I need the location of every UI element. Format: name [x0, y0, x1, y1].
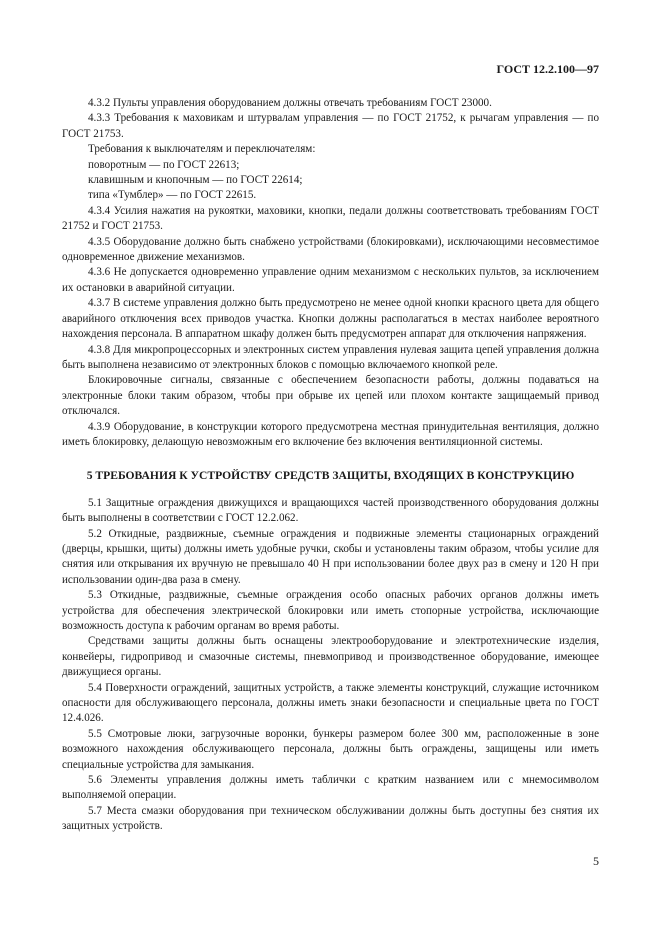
paragraph: Средствами защиты должны быть оснащены электрооборудование и электротехнические изделия, конвейеры, гидропривод и смазочные системы, пневмопривод и производственное оборудование, имеющее движущиеся органы.	[62, 635, 599, 679]
list-line: поворотным — по ГОСТ 22613;	[88, 158, 240, 171]
paragraph: 4.3.2 Пульты управления оборудованием должны отвечать требованиям ГОСТ 23000.	[88, 97, 492, 109]
section-heading: 5 ТРЕБОВАНИЯ К УСТРОЙСТВУ СРЕДСТВ ЗАЩИТЫ, ВХОДЯЩИХ В КОНСТРУКЦИЮ	[86, 469, 575, 483]
paragraph: 4.3.9 Оборудование, в конструкции которого предусмотрена местная принудительная вентиляция, должно иметь блокировку, делающую невозможным его включение без включения вентиляционной системы.	[62, 420, 599, 448]
paragraph: 4.3.8 Для микропроцессорных и электронных систем управления нулевая защита цепей управления должна быть выполнена независимо от электронных блоков с помощью включаемого кнопкой реле.	[62, 343, 599, 371]
paragraph: 4.3.3 Требования к маховикам и штурвалам управления — по ГОСТ 21752, к рычагам управления — по ГОСТ 21753.	[62, 112, 599, 140]
list-line: типа «Тумблер» — по ГОСТ 22615.	[88, 189, 257, 202]
paragraph: 5.1 Защитные ограждения движущихся и вращающихся частей производственного оборудования должны быть выполнены в соответствии с ГОСТ 12.2.062.	[62, 496, 599, 525]
paragraph: 5.7 Места смазки оборудования при техническом обслуживании должны быть доступны без снятия их защитных устройств.	[62, 804, 599, 833]
list-line: Требования к выключателям и переключателям:	[88, 143, 316, 156]
paragraph: 5.6 Элементы управления должны иметь таблички с кратким названием или с мнемосимволом выполняемой операции.	[62, 774, 599, 802]
paragraph: 5.3 Откидные, раздвижные, съемные ограждения особо опасных рабочих органов должны иметь устройства для обеспечения электрической блокировки или иметь стопорные устройства, исключающие возможность доступа к рабочим органам во время работы.	[62, 589, 599, 632]
paragraph: 5.4 Поверхности ограждений, защитных устройств, а также элементы конструкций, служащие источником опасности для обслуживающего персонала, должны иметь знаки безопасности и специальные цвета по ГОСТ 12.4.026.	[62, 681, 599, 725]
paragraph: 5.2 Откидные, раздвижные, съемные ограждения и подвижные элементы стационарных ограждений (дверцы, крышки, щиты) должны иметь удобные ручки, скобы и установлены таким образом, чтобы усилие для снятия или открывания их вручную не превышало 40 Н при использовании более двух раз в смену и 120 Н при использовании один-два раза в смену.	[62, 527, 599, 586]
paragraph: 4.3.6 Не допускается одновременно управление одним механизмом с нескольких пультов, за исключением их остановки в аварийной ситуации.	[62, 266, 599, 294]
paragraph: 4.3.7 В системе управления должно быть предусмотрено не менее одной кнопки красного цвета для общего аварийного отключения всех приводов участка. Кнопки должны располагаться в местах наиболее вероятного нахождения персонала. В аппаратном шкафу должен быть предусмотрен аппарат для отключения напряжения.	[62, 297, 599, 341]
document-body	[62, 96, 599, 835]
document-header: ГОСТ 12.2.100—97	[496, 62, 599, 76]
paragraph: Блокировочные сигналы, связанные с обеспечением безопасности работы, должны подаваться на электронные блоки таким образом, чтобы при обрыве их цепей или плохом контакте защищаемый привод отключался.	[62, 374, 599, 418]
list-line: клавишным и кнопочным — по ГОСТ 22614;	[88, 174, 303, 187]
paragraph: 4.3.5 Оборудование должно быть снабжено устройствами (блокировками), исключающими несовместимое одновременное движение механизмов.	[62, 235, 599, 264]
paragraph: 5.5 Смотровые люки, загрузочные воронки, бункеры размером более 300 мм, расположенные в зоне возможного нахождения обслуживающего персонала, должны быть ограждены, защищены или иметь специальные устройства для замыкания.	[62, 727, 599, 771]
paragraph: 4.3.4 Усилия нажатия на рукоятки, маховики, кнопки, педали должны соответствовать требованиям ГОСТ 21752 и ГОСТ 21753.	[62, 204, 599, 233]
page-number: 5	[593, 854, 599, 868]
